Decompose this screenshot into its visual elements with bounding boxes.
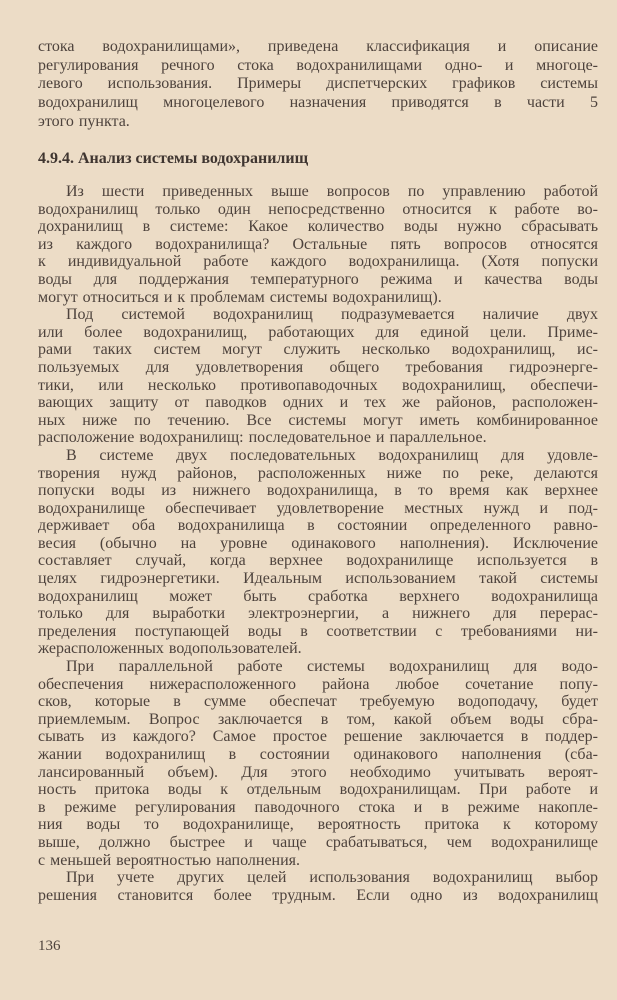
text-line: решения становится более трудным. Если одно из водохранилищ [38, 886, 598, 904]
paragraph [38, 447, 598, 658]
text-line: водохранилищ может быть сработка верхнего водохранилища [38, 587, 598, 605]
text-line: этого пункта. [38, 112, 130, 130]
text-line: пределения поступающей воды в соответствии с требованиями ни- [38, 622, 598, 640]
text-line: к индивидуальной работе каждого водохранилища. (Хотя попуски [38, 253, 598, 271]
text-line: При учете других целей использования водохранилищ выбор [66, 869, 598, 887]
text-line: только для выработки электроэнергии, а нижнего для перерас- [38, 605, 598, 623]
text-line: попуски воды из нижнего водохранилища, в то время как верхнее [38, 482, 598, 500]
text-line: целях гидроэнергетики. Идеальным использованием такой системы [38, 570, 598, 588]
paragraph [38, 658, 598, 869]
text-line: из каждого водохранилища? Остальные пять вопросов относятся [38, 235, 598, 253]
body-text [38, 183, 598, 904]
text-line: сывать из каждого? Самое простое решение заключается в поддер- [38, 728, 598, 746]
paragraph [38, 306, 598, 447]
text-line: ность притока воды к отдельным водохранилищам. При работе и [38, 781, 598, 799]
text-line: ных ниже по течению. Все системы могут иметь комбинированное [38, 411, 598, 429]
text-line: В системе двух последовательных водохранилищ для удовле- [66, 446, 598, 464]
paragraph [38, 183, 598, 306]
text-line: тики, или несколько противопаводочных водохранилищ, обеспечи- [38, 376, 598, 394]
text-line: водохранилищ только один непосредственно относится к работе во- [38, 200, 598, 218]
text-line: рами таких систем могут служить несколько водохранилищ, ис- [38, 341, 598, 359]
text-line: сков, которые в сумме обеспечат требуемую водоподачу, будет [38, 693, 598, 711]
text-line: При параллельной работе системы водохранилищ для водо- [66, 658, 598, 676]
text-line: Под системой водохранилищ подразумевается наличие двух [66, 306, 598, 324]
text-line: выше, должно быстрее и чаще срабатываться, чем водохранилище [38, 833, 598, 851]
text-line: расположение водохранилищ: последовательное и параллельное. [38, 429, 487, 447]
text-line: вающих защиту от паводков одних и тех же районов, расположен- [38, 394, 598, 412]
text-line: левого использования. Примеры диспетчерских графиков системы [38, 75, 598, 93]
text-line: водохранилищ многоцелевого назначения приводятся в части 5 [38, 94, 598, 112]
text-line: дохранилищ в системе: Какое количество воды нужно сбрасывать [38, 218, 598, 236]
text-line: регулирования речного стока водохранилищами одно- и многоце- [38, 56, 598, 74]
text-line: воды для поддержания температурного режима и качества воды [38, 270, 598, 288]
text-line: водохранилище обеспечивает удовлетворение местных нужд и под- [38, 499, 598, 517]
text-line: или более водохранилищ, работающих для единой цели. Приме- [38, 323, 598, 341]
intro-paragraph [38, 38, 598, 131]
text-line: ния воды то водохранилище, вероятность притока к которому [38, 816, 598, 834]
text-line: могут относиться и к проблемам системы водохранилищ). [38, 288, 442, 306]
text-line: творения нужд районов, расположенных ниже по реке, делаются [38, 464, 598, 482]
text-line: обеспечения нижерасположенного района любое сочетание попу- [38, 675, 598, 693]
text-line: в режиме регулирования паводочного стока и в режиме накопле- [38, 798, 598, 816]
text-line: стока водохранилищами», приведена классификация и описание [38, 38, 598, 55]
page-number: 136 [38, 938, 61, 954]
text-line: Из шести приведенных выше вопросов по управлению работой [66, 183, 598, 200]
text-line: с меньшей вероятностью наполнения. [38, 851, 301, 869]
text-line: весия (обычно на уровне одинакового наполнения). Исключение [38, 534, 598, 552]
section-heading: 4.9.4. Анализ системы водохранилищ [38, 150, 309, 167]
text-line: жерасположенных водопользователей. [38, 640, 302, 658]
text-line: составляет случай, когда верхнее водохранилище используется в [38, 552, 598, 570]
paragraph [38, 869, 598, 904]
text-line: лансированный объем). Для этого необходимо учитывать вероят- [38, 763, 598, 781]
text-line: держивает оба водохранилища в состоянии определенного равно- [38, 517, 598, 535]
text-line: пользуемых для удовлетворения общего требования гидроэнерге- [38, 358, 598, 376]
text-line: приемлемым. Вопрос заключается в том, какой объем воды сбра- [38, 710, 598, 728]
text-line: жании водохранилищ в состоянии одинакового наполнения (сба- [38, 746, 598, 763]
